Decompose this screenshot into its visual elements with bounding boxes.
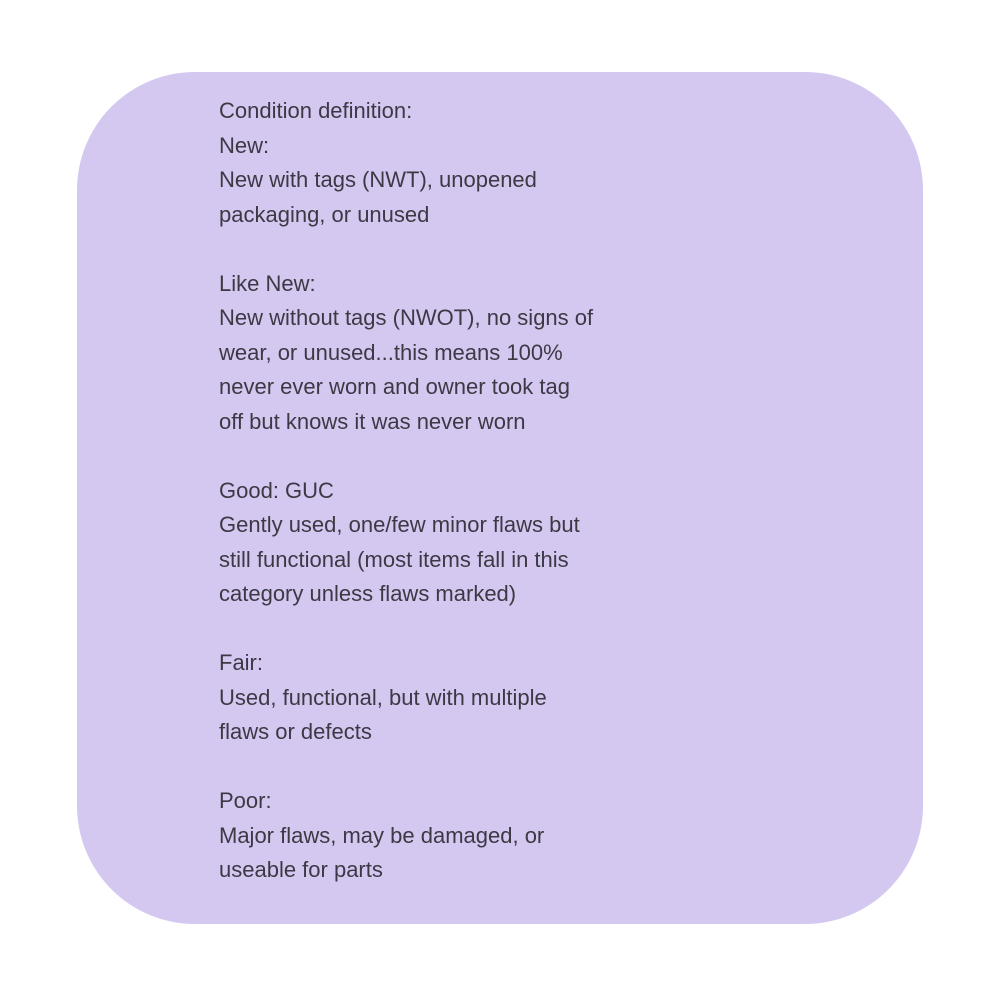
section-text-line: never ever worn and owner took tag [219, 374, 570, 399]
heading: Condition definition: [219, 98, 413, 123]
section-text-line: category unless flaws marked) [219, 581, 517, 606]
section-good [219, 474, 819, 612]
condition-card [77, 72, 923, 924]
section-text-line: New without tags (NWOT), no signs of [219, 305, 594, 330]
section-title-fair: Fair: [219, 650, 263, 675]
section-title-like-new: Like New: [219, 270, 316, 296]
section-fair [219, 646, 819, 750]
section-text-line: Gently used, one/few minor flaws but [219, 512, 580, 537]
section-poor [219, 784, 819, 888]
section-text-line: wear, or unused...this means 100% [219, 339, 563, 365]
section-text-line: still functional (most items fall in this [219, 546, 569, 572]
section-text-line: useable for parts [219, 857, 383, 882]
section-text-line: New with tags (NWT), unopened [219, 167, 537, 192]
section-text-line: Used, functional, but with multiple [219, 684, 547, 710]
condition-definitions [219, 94, 819, 888]
section-text-line: packaging, or unused [219, 201, 430, 227]
section-title-poor: Poor: [219, 788, 272, 813]
section-title-good: Good: GUC [219, 477, 334, 503]
section-text-line: flaws or defects [219, 719, 372, 744]
section-like-new [219, 267, 819, 440]
section-new [219, 94, 819, 232]
section-title-new: New: [219, 132, 270, 158]
section-text-line: off but knows it was never worn [219, 408, 526, 434]
section-text-line: Major flaws, may be damaged, or [219, 822, 545, 848]
